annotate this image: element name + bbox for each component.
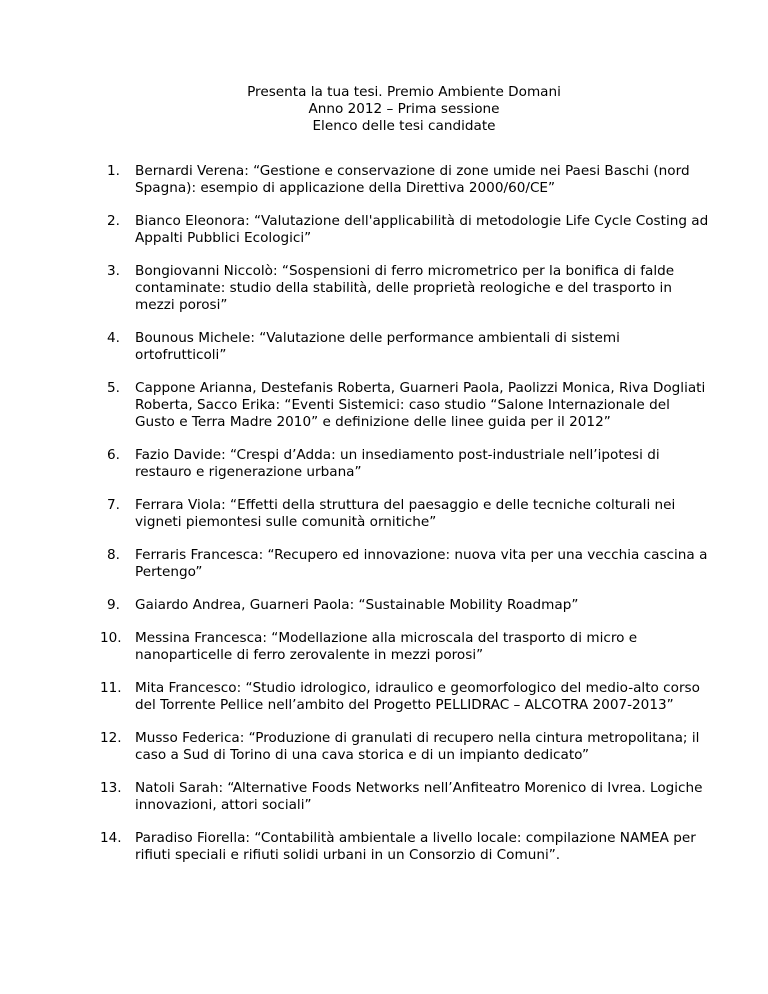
list-item bbox=[107, 163, 710, 197]
list-item bbox=[107, 547, 710, 581]
item-authors: Musso Federica bbox=[135, 730, 240, 746]
item-number: 6. bbox=[107, 447, 120, 463]
item-number: 11. bbox=[100, 680, 122, 696]
item-authors: Ferraris Francesca bbox=[135, 547, 259, 563]
item-title: : “Studio idrologico, idraulico e geomorfologico del medio-alto corso del Torrente Pellice nell’ambito del Progetto PELLIDRAC – ALCOTRA 2007-2013” bbox=[135, 680, 700, 713]
item-number: 12. bbox=[100, 730, 122, 746]
item-number: 1. bbox=[107, 163, 120, 179]
item-number: 8. bbox=[107, 547, 120, 563]
item-title: : “Modellazione alla microscala del trasporto di micro e nanoparticelle di ferro zerovalente in mezzi porosi” bbox=[135, 630, 638, 663]
header-subtitle: Elenco delle tesi candidate bbox=[312, 118, 496, 134]
item-authors: Mita Francesco bbox=[135, 680, 237, 696]
item-number: 2. bbox=[107, 213, 120, 229]
list-item bbox=[107, 213, 710, 247]
item-authors: Messina Francesca bbox=[135, 630, 263, 646]
item-title: : “Alternative Foods Networks nell’Anfiteatro Morenico di Ivrea. Logiche innovazioni, attori sociali” bbox=[135, 780, 703, 813]
item-title: : “Produzione di granulati di recupero nella cintura metropolitana; il caso a Sud di Torino di una cava storica e di un impianto dedicato” bbox=[135, 730, 700, 763]
list-item bbox=[100, 780, 710, 814]
item-number: 10. bbox=[100, 630, 122, 646]
item-title: : “Effetti della struttura del paesaggio e delle tecniche colturali nei vigneti piemontesi sulle comunità ornitiche” bbox=[135, 497, 676, 530]
list-item bbox=[107, 380, 710, 431]
item-authors: Fazio Davide bbox=[135, 447, 222, 463]
list-item bbox=[100, 730, 710, 764]
list-item bbox=[100, 630, 710, 664]
item-title: : “Valutazione delle performance ambientali di sistemi ortofrutticoli” bbox=[135, 330, 620, 363]
item-number: 9. bbox=[107, 597, 120, 613]
list-item bbox=[107, 330, 710, 364]
item-title: : “Gestione e conservazione di zone umide nei Paesi Baschi (nord Spagna): esempio di applicazione della Direttiva 2000/60/CE” bbox=[135, 163, 690, 196]
item-authors: Gaiardo Andrea, Guarneri Paola bbox=[135, 597, 350, 613]
item-title: : “Valutazione dell'applicabilità di metodologie Life Cycle Costing ad Appalti Pubblici Ecologici” bbox=[135, 213, 709, 246]
item-authors: Bianco Eleonora bbox=[135, 213, 246, 229]
document-header bbox=[100, 84, 708, 135]
item-authors: Bounous Michele bbox=[135, 330, 251, 346]
item-number: 7. bbox=[107, 497, 120, 513]
item-title: : “Eventi Sistemici: caso studio “Salone Internazionale del Gusto e Terra Madre 2010” e definizione delle linee guida per il 2012” bbox=[135, 397, 670, 430]
item-title: : “Contabilità ambientale a livello locale: compilazione NAMEA per rifiuti speciali e rifiuti solidi urbani in un Consorzio di Comuni”. bbox=[135, 830, 696, 863]
item-number: 13. bbox=[100, 780, 122, 796]
item-authors: Paradiso Fiorella bbox=[135, 830, 246, 846]
item-title: : “Sustainable Mobility Roadmap” bbox=[349, 597, 579, 613]
item-number: 14. bbox=[100, 830, 122, 846]
header-session: Anno 2012 – Prima sessione bbox=[308, 101, 500, 117]
item-title: : “Sospensioni di ferro micrometrico per la bonifica di falde contaminate: studio della stabilità, delle proprietà reologiche e del trasporto in mezzi porosi” bbox=[135, 263, 675, 313]
item-title: : “Crespi d’Adda: un insediamento post-industriale nell’ipotesi di restauro e rigenerazione urbana” bbox=[135, 447, 660, 480]
item-authors: Natoli Sarah bbox=[135, 780, 219, 796]
list-item bbox=[107, 263, 710, 314]
item-authors: Ferrara Viola bbox=[135, 497, 222, 513]
item-authors: Bongiovanni Niccolò bbox=[135, 263, 273, 279]
list-item bbox=[100, 830, 710, 864]
thesis-list bbox=[100, 163, 709, 864]
item-authors: Bernardi Verena bbox=[135, 163, 245, 179]
item-number: 3. bbox=[107, 263, 120, 279]
item-number: 4. bbox=[107, 330, 120, 346]
header-title: Presenta la tua tesi. Premio Ambiente Domani bbox=[247, 84, 561, 100]
item-authors: Cappone Arianna, Destefanis Roberta, Guarneri Paola, Paolizzi Monica, Riva Dogliati Roberta, Sacco Erika bbox=[135, 380, 706, 413]
list-item bbox=[107, 597, 710, 614]
list-item bbox=[107, 447, 710, 481]
item-title: : “Recupero ed innovazione: nuova vita per una vecchia cascina a Pertengo” bbox=[135, 547, 708, 580]
list-item bbox=[100, 680, 710, 714]
list-item bbox=[107, 497, 710, 531]
item-number: 5. bbox=[107, 380, 120, 396]
